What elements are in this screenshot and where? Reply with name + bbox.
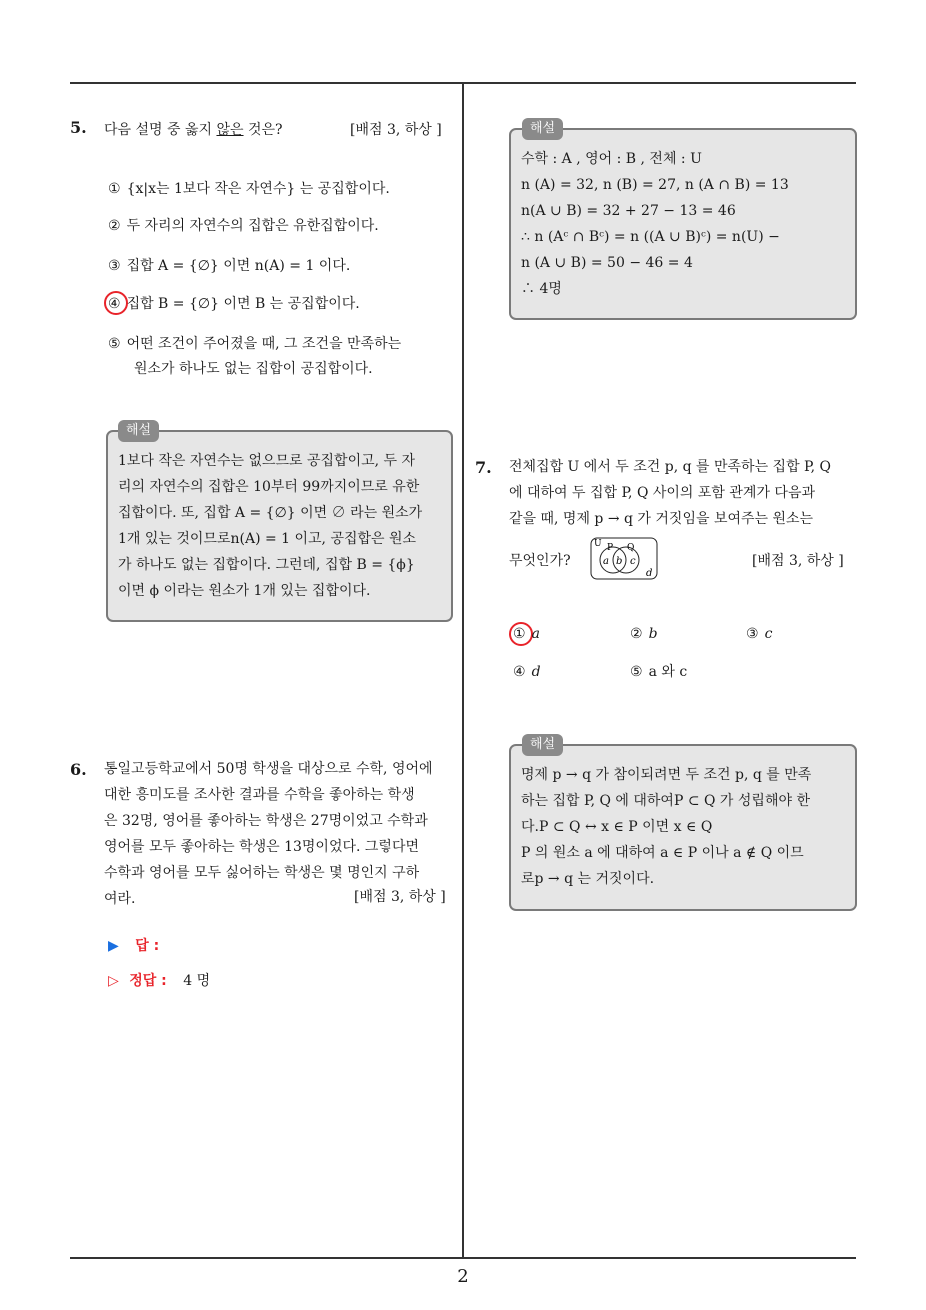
- solution-line: 수학 : A , 영어 : B , 전체 : U: [521, 151, 702, 167]
- q7-venn-diagram: [590, 536, 658, 580]
- choice-mark: ①: [513, 626, 526, 642]
- q6-solution-body: [521, 146, 845, 302]
- choice-text: 두 자리의 자연수의 집합은 유한집합이다.: [126, 218, 379, 234]
- venn-label-q: Q: [627, 543, 635, 553]
- q7-choice-1[interactable]: [513, 623, 540, 645]
- bottom-rule: [70, 1257, 856, 1259]
- solution-line: P 의 원소 a 에 대하여 a ∈ P 이나 a ∉ Q 이므: [521, 845, 804, 861]
- choice-mark: ⑤: [108, 336, 121, 352]
- choice-mark: ④: [108, 296, 121, 312]
- q5-solution-box: [106, 430, 453, 622]
- q6-correct-row: [108, 970, 210, 990]
- q7-choice-3[interactable]: [746, 623, 772, 645]
- solution-line: ∴ 4명: [521, 281, 562, 297]
- stem-line: 에 대하여 두 집합 P, Q 사이의 포함 관계가 다음과: [509, 485, 815, 501]
- solution-line: 리의 자연수의 집합은 10부터 99까지이므로 유한: [118, 479, 420, 495]
- q5-solution-body: [118, 448, 441, 604]
- q5-choice-1[interactable]: [108, 178, 390, 200]
- choice-mark: ③: [746, 626, 759, 642]
- choice-mark: ②: [630, 626, 643, 642]
- choice-text: b: [648, 626, 658, 642]
- solution-line: 다.P ⊂ Q ↔ x ∈ P 이면 x ∈ Q: [521, 819, 713, 835]
- choice-text: d: [531, 664, 541, 680]
- q7-number: 7.: [475, 458, 492, 477]
- choice-mark: ③: [108, 258, 121, 274]
- choice-text: a 와 c: [648, 664, 688, 680]
- venn-label-p: P: [607, 543, 614, 553]
- q7-solution-body: [521, 762, 845, 892]
- q5-solution-tag: 해설: [118, 420, 159, 442]
- stem-line: 대한 흥미도를 조사한 결과를 수학을 좋아하는 학생: [104, 787, 415, 803]
- solution-line: n (A ∪ B) = 50 − 46 = 4: [521, 255, 693, 271]
- choice-text: 어떤 조건이 주어졌을 때, 그 조건을 만족하는: [126, 336, 402, 352]
- stem-line: 통일고등학교에서 50명 학생을 대상으로 수학, 영어에: [104, 761, 433, 777]
- q5-choice-2[interactable]: [108, 215, 379, 237]
- choice-text: 집합 A = {∅} 이면 n(A) = 1 이다.: [126, 258, 351, 274]
- q5-stem-underline: 않은: [216, 122, 244, 138]
- choice-mark: ⑤: [630, 664, 643, 680]
- q7-solution-tag: 해설: [522, 734, 563, 756]
- choice-text: 집합 B = {∅} 이면 B 는 공집합이다.: [126, 296, 360, 312]
- choice-mark: ④: [513, 664, 526, 680]
- q6-number: 6.: [70, 760, 87, 779]
- solution-line: 로p → q 는 거짓이다.: [521, 871, 655, 887]
- correct-arrow-icon: ▷: [108, 973, 119, 989]
- column-divider: [462, 82, 464, 1258]
- solution-line: 가 하나도 없는 집합이다. 그런데, 집합 B = {ϕ}: [118, 557, 415, 573]
- choice-text: a: [531, 626, 540, 642]
- q5-stem-post: 것은?: [243, 122, 283, 138]
- solution-line: 집합이다. 또, 집합 A = {∅} 이면 ∅ 라는 원소가: [118, 505, 423, 521]
- page-number: 2: [457, 1266, 469, 1287]
- stem-line: 은 32명, 영어를 좋아하는 학생은 27명이었고 수학과: [104, 813, 428, 829]
- q5-stem-pre: 다음 설명 중 옳지: [104, 122, 217, 138]
- choice-mark: ①: [108, 181, 121, 197]
- q5-number: 5.: [70, 118, 87, 137]
- q7-stem: [509, 454, 859, 532]
- solution-line: 하는 집합 P, Q 에 대하여P ⊂ Q 가 성립해야 한: [521, 793, 810, 809]
- q7-stem-last: 무엇인가?: [509, 553, 571, 569]
- q5-choice-5-line2: 원소가 하나도 없는 집합이 공집합이다.: [134, 361, 373, 377]
- solution-line: 1보다 작은 자연수는 없으므로 공집합이고, 두 자: [118, 453, 416, 469]
- choice-text: {x|x는 1보다 작은 자연수} 는 공집합이다.: [126, 181, 390, 197]
- q7-choice-4[interactable]: [513, 661, 541, 683]
- venn-element-a: a: [603, 556, 609, 567]
- q7-choice-5[interactable]: [630, 661, 687, 683]
- q7-choice-2[interactable]: [630, 623, 658, 645]
- choice-text: c: [764, 626, 773, 642]
- solution-line: n(A ∪ B) = 32 + 27 − 13 = 46: [521, 203, 736, 219]
- q7-meta: [배점 3, 하상 ]: [752, 553, 844, 569]
- venn-label-u: U: [594, 539, 602, 549]
- q5-choice-5[interactable]: [108, 333, 401, 355]
- correct-value: 4 명: [183, 973, 211, 989]
- solution-line: ∴ n (Aᶜ ∩ Bᶜ) = n ((A ∪ B)ᶜ) = n(U) −: [521, 229, 780, 245]
- q5-stem: [104, 119, 283, 139]
- stem-line: 수학과 영어를 모두 싫어하는 학생은 몇 명인지 구하: [104, 865, 420, 881]
- q6-meta: [배점 3, 하상 ]: [354, 889, 446, 905]
- venn-element-b: b: [616, 556, 623, 567]
- q6-solution-box: [509, 128, 857, 320]
- answer-label: 답 :: [135, 938, 160, 954]
- stem-line: 같을 때, 명제 p → q 가 거짓임을 보여주는 원소는: [509, 511, 814, 527]
- stem-line: 전체집합 U 에서 두 조건 p, q 를 만족하는 집합 P, Q: [509, 459, 832, 475]
- solution-line: n (A) = 32, n (B) = 27, n (A ∩ B) = 13: [521, 177, 789, 193]
- q7-solution-box: [509, 744, 857, 911]
- q5-choice-4[interactable]: [108, 293, 360, 315]
- q6-solution-tag: 해설: [522, 118, 563, 140]
- correct-label: 정답 :: [129, 973, 167, 989]
- venn-element-c: c: [630, 556, 636, 567]
- solution-line: 이면 ϕ 이라는 원소가 1개 있는 집합이다.: [118, 583, 371, 599]
- stem-line: 영어를 모두 좋아하는 학생은 13명이었다. 그렇다면: [104, 839, 419, 855]
- venn-element-d: d: [646, 568, 653, 579]
- q6-answer-row: [108, 935, 159, 955]
- answer-arrow-icon: ▶: [108, 938, 119, 954]
- choice-mark: ②: [108, 218, 121, 234]
- solution-line: 명제 p → q 가 참이되려면 두 조건 p, q 를 만족: [521, 767, 812, 783]
- solution-line: 1개 있는 것이므로n(A) = 1 이고, 공집합은 원소: [118, 531, 417, 547]
- q5-choice-3[interactable]: [108, 255, 350, 277]
- q5-meta: [배점 3, 하상 ]: [350, 122, 442, 138]
- stem-line: 여라.: [104, 891, 136, 907]
